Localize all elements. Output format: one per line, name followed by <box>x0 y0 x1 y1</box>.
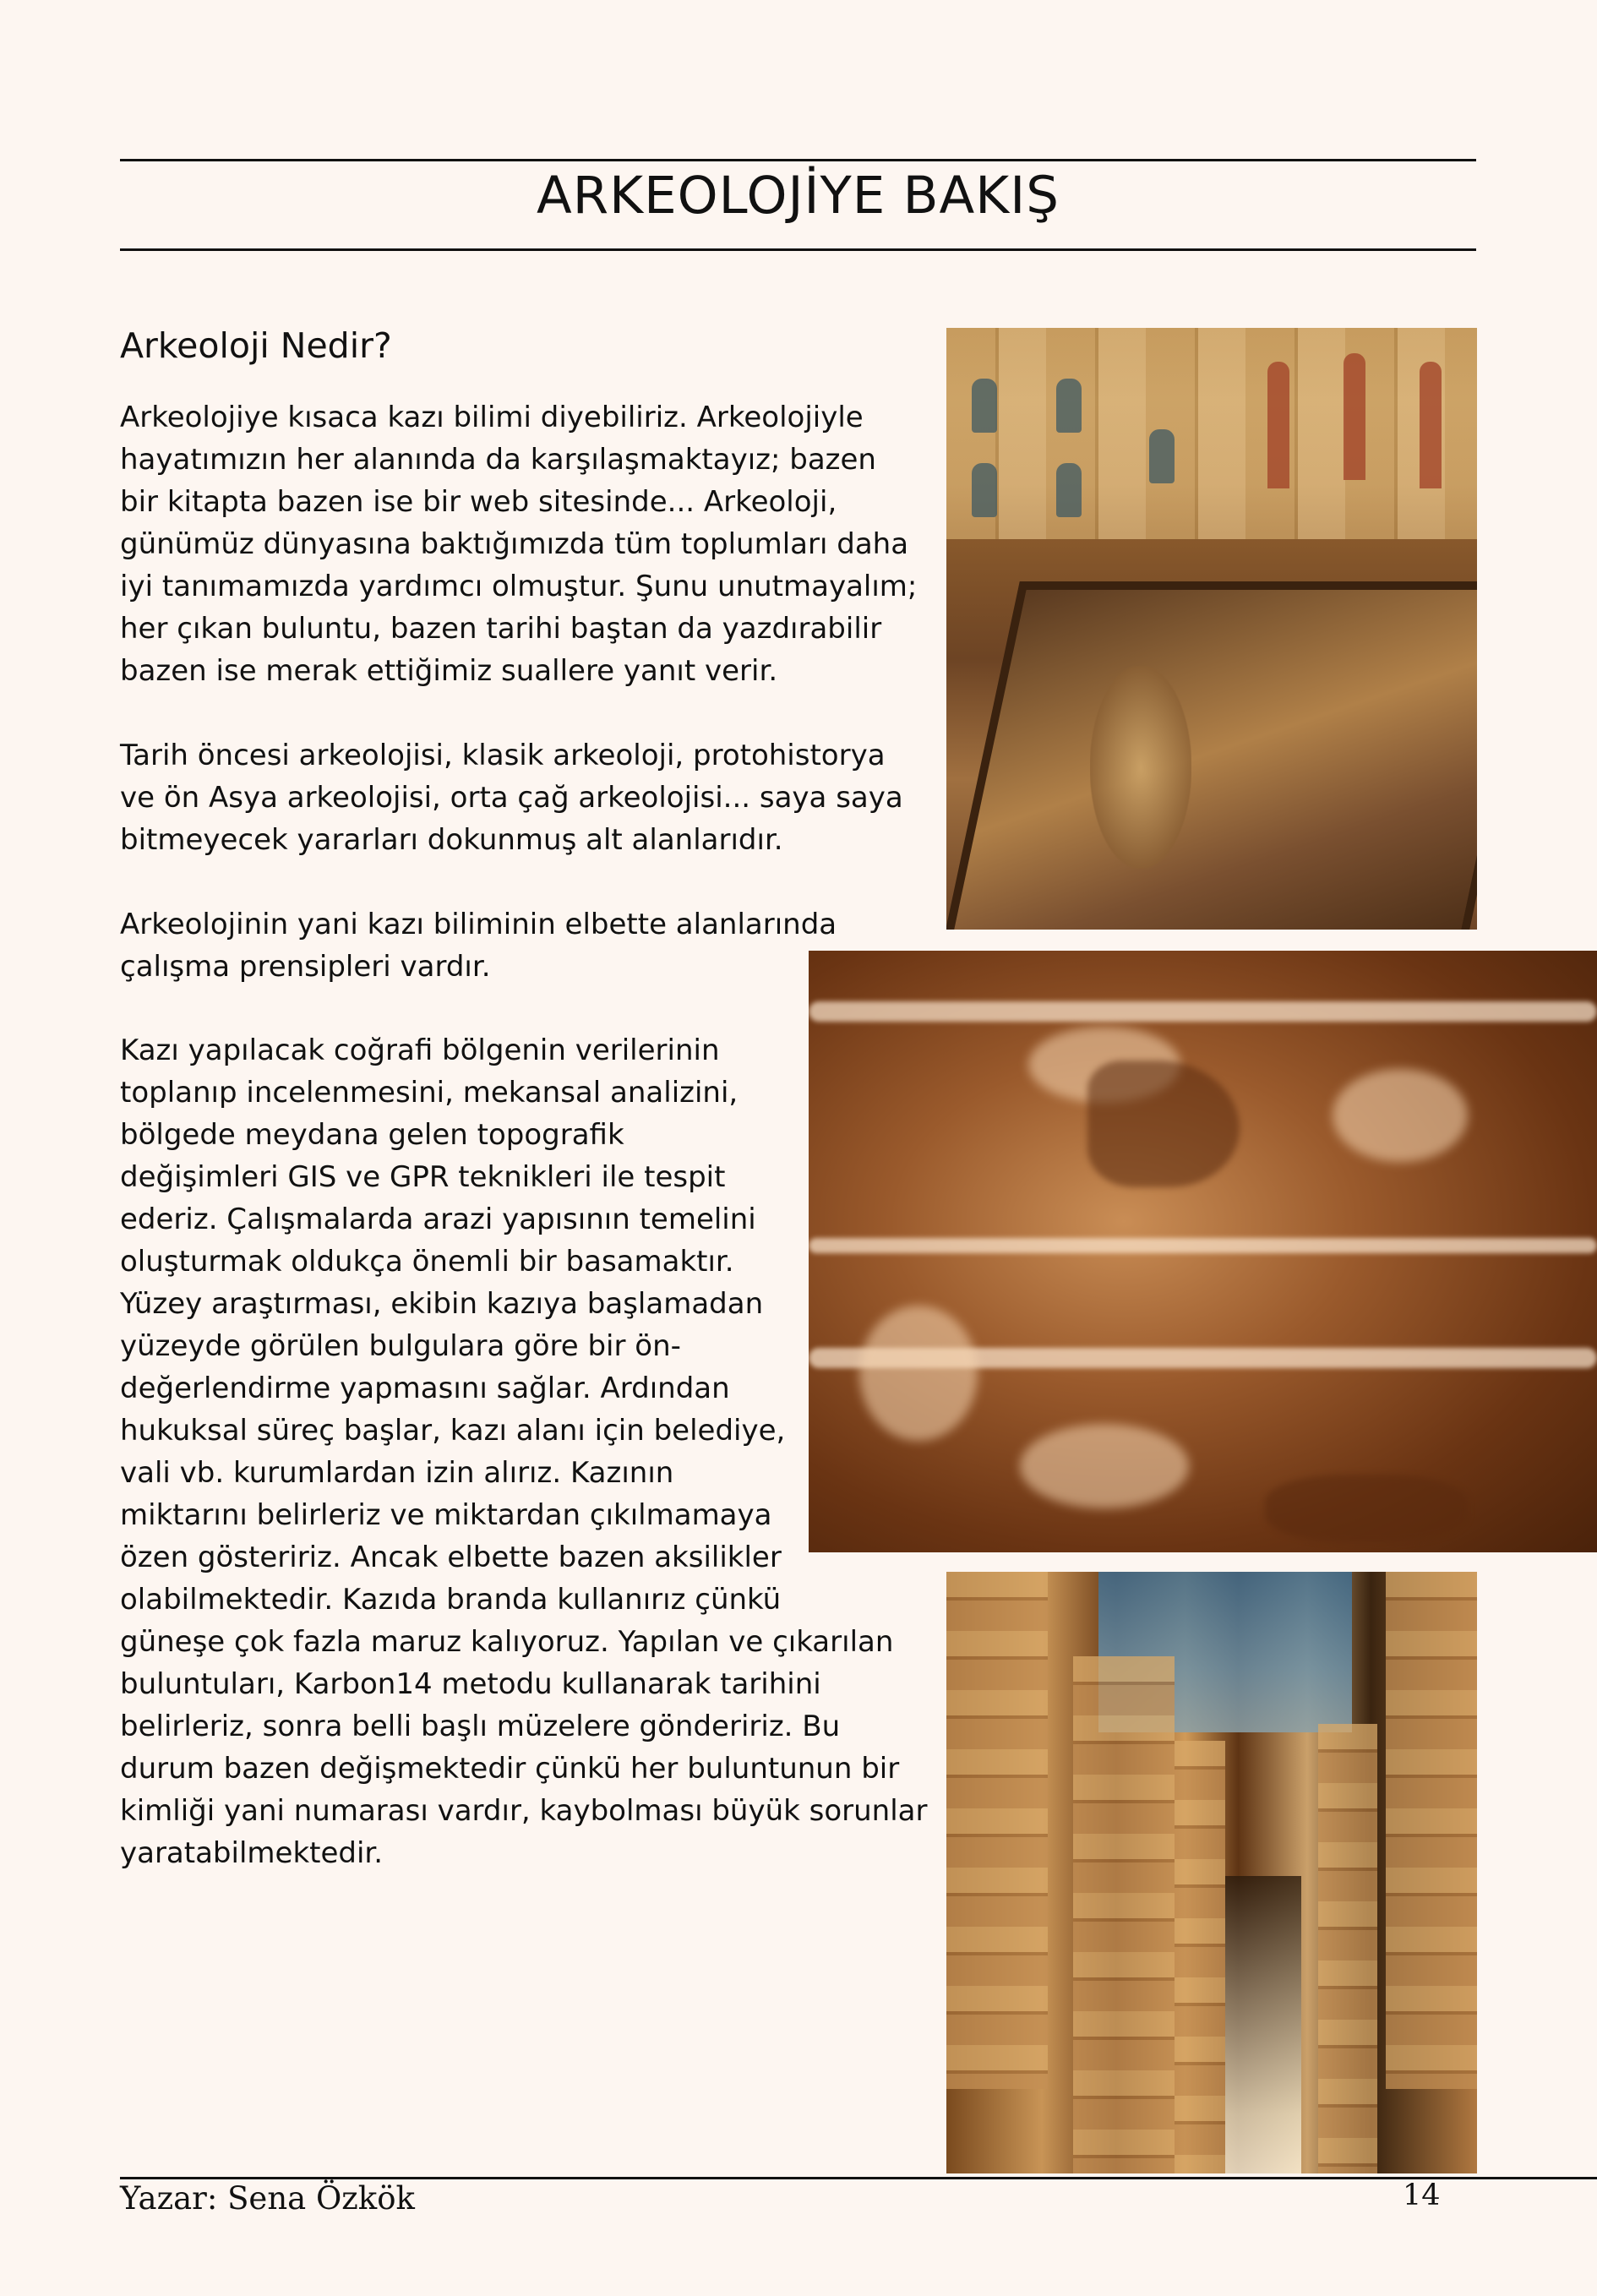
article-paragraph: Kazı yapılacak coğrafi bölgenin verilerinin toplanıp incelenmesini, mekansal analizini, bölgede meydana gelen topografik değişimleri GIS ve GPR teknikleri ile tespit ederiz. Çalışmalarda arazi yapısının temelini oluşturmak oldukça önemli bir basamaktır. Yüzey araştırması, ekibin kazıya başlamadan yüzeyde görülen bulgulara göre bir ön- değerlendirme yapmasını sağlar. Ardından hukuksal süreç başlar, kazı alanı için belediye, vali vb. kurumlardan izin alırız. Kazının miktarını belirleriz ve miktardan çıkılmamaya özen gösteririz. Ancak elbette bazen aksilikler olabilmektedir. Kazıda branda kullanırız çünkü güneşe çok fazla maruz kalıyoruz. Yapılan ve çıkarılan buluntuları, Karbon14 metodu kullanarak tarihini belirleriz, sonra belli başlı müzelere göndeririz. Bu durum bazen değişmektedir çünkü her buluntunun bir kimliği yani numarası vardır, kaybolması büyük sorunlar yaratabilmektedir. <box>120 1033 928 1870</box>
tomb-sarcophagus-photo <box>946 328 1477 930</box>
article-paragraph: Arkeolojinin yani kazı biliminin elbette alanlarında çalışma prensipleri vardır. <box>120 908 837 984</box>
article-paragraph: Tarih öncesi arkeolojisi, klasik arkeoloji, protohistorya ve ön Asya arkeolojisi, orta çağ arkeolojisi... saya saya bitmeyecek yararları dokunmuş alt alanlarıdır. <box>120 739 903 857</box>
footer-author: Yazar: Sena Özkök <box>120 2180 415 2217</box>
header-bottom-rule <box>120 248 1476 251</box>
article-paragraph: Arkeolojiye kısaca kazı bilimi diyebiliriz. Arkeolojiyle hayatımızın her alanında da karşılaşmaktayız; bazen bir kitapta bazen ise bir web sitesinde... Arkeoloji, günümüz dünyasına baktığımızda tüm toplumları daha iyi tanımamızda yardımcı olmuştur. Şunu unutmayalım; her çıkan buluntu, bazen tarihi baştan da yazdırabilir bazen ise merak ettiğimiz suallere yanıt verir. <box>120 401 918 688</box>
shroud-negative-photo <box>809 951 1597 1552</box>
page-number: 14 <box>1403 2179 1441 2212</box>
footer-rule <box>120 2177 1597 2179</box>
article-heading: Arkeoloji Nedir? <box>120 325 392 366</box>
header-top-rule <box>120 159 1476 161</box>
temple-corridor-photo <box>946 1572 1477 2173</box>
page-title: ARKEOLOJİYE BAKIŞ <box>537 166 1060 226</box>
